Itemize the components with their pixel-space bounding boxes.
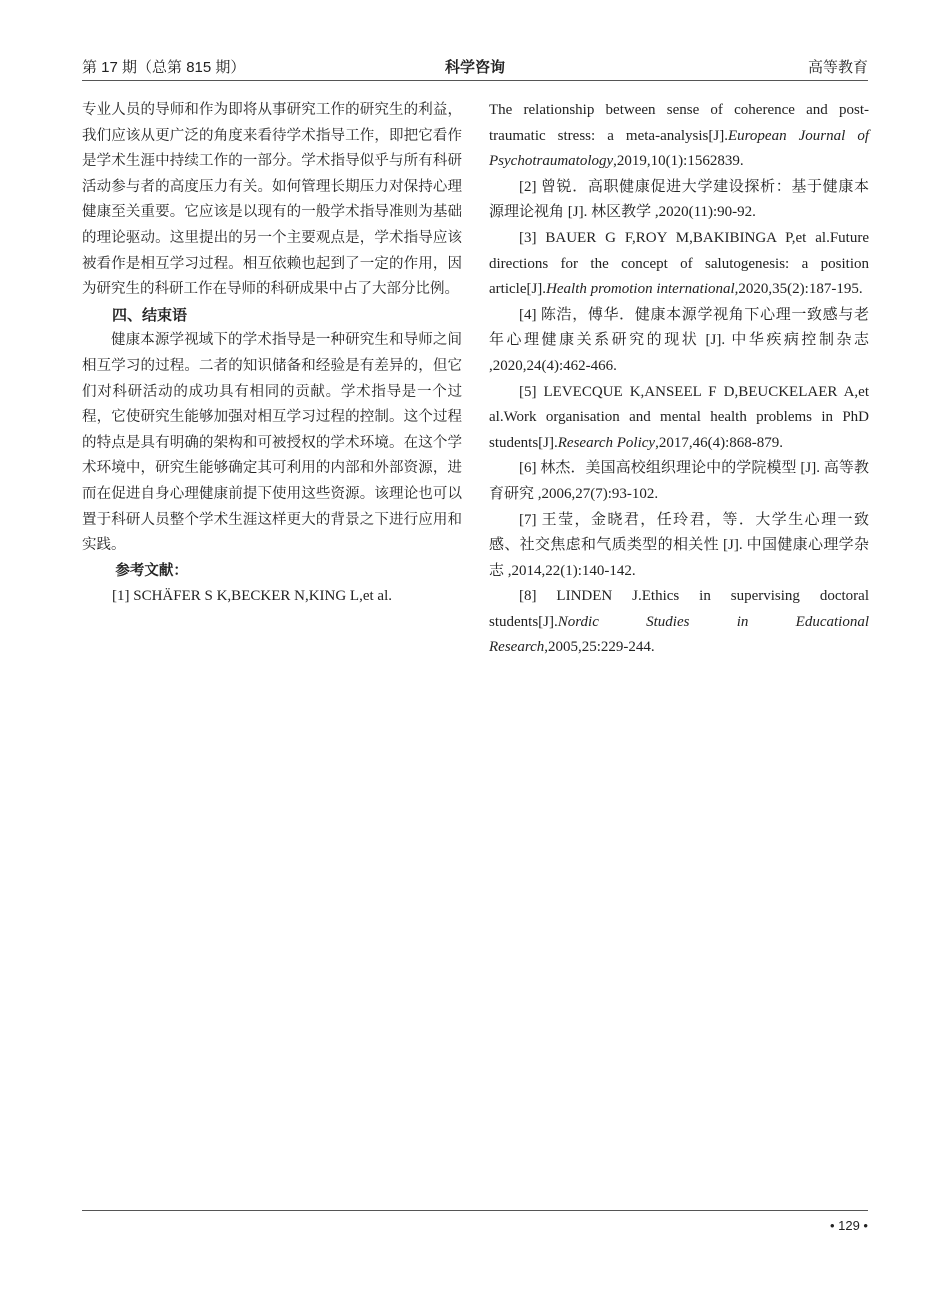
reference-7: [7] 王莹，金晓君，任玲君，等．大学生心理一致感、社交焦虑和气质类型的相关性 [J]. 中国健康心理学杂志 ,2014,22(1):140-142. bbox=[489, 511, 869, 579]
reference-1-start: [1] SCHÄFER S K,BECKER N,KING L,et al. bbox=[112, 588, 392, 605]
references-heading: 参考文献： bbox=[115, 562, 188, 579]
page-number: • 129 • bbox=[829, 1218, 868, 1233]
body-paragraph-1: 专业人员的导师和作为即将从事研究工作的研究生的利益，我们应该从更广泛的角度来看待学术指导工作，即把它看作是学术生涯中持续工作的一部分。学术指导似乎与所有科研活动参与者的高度压力有关。如何管理长期压力对保持心理健康至关重要。它应该是以现有的一般学术指导准则为基础的理论驱动。这里提出的另一个主要观点是，学术指导应该被看作是相互学习过程。相互依赖也起到了一定的作用，因为研究生的科研工作在导师的科研成果中占了大部分比例。 bbox=[82, 102, 462, 298]
page-header bbox=[82, 52, 868, 80]
ref1-journal: European Journal of Psychotraumatology bbox=[489, 127, 869, 170]
ref8-text: [8] LINDEN J.Ethics in supervising doctoral students[J]. bbox=[489, 588, 869, 630]
ref1-text: The relationship between sense of coherence and post-traumatic stress: a meta-analysis[J]. bbox=[489, 102, 869, 144]
reference-2: [2] 曾锐．高职健康促进大学建设探析：基于健康本源理论视角 [J]. 林区教学 ,2020(11):90-92. bbox=[489, 178, 869, 221]
ref3-tail: ,2020,35(2):187-195. bbox=[734, 281, 863, 298]
ref8-journal: Nordic Studies in Educational Research bbox=[489, 613, 869, 656]
body-paragraph-2: 健康本源学视域下的学术指导是一种研究生和导师之间相互学习的过程。二者的知识储备和经验是有差异的，但它们对科研活动的成功具有相同的贡献。学术指导是一个过程，它使研究生能够加强对相互学习过程的控制。这个过程的特点是具有明确的架构和可被授权的学术环境。在这个学术环境中，研究生能够确定其可利用的内部和外部资源，进而在促进自身心理健康前提下使用这些资源。该理论也可以置于科研人员整个学术生涯这样更大的背景之下进行应用和实践。 bbox=[82, 332, 462, 554]
reference-8 bbox=[489, 584, 869, 661]
reference-5 bbox=[489, 380, 869, 457]
ref3-text: [3] BAUER G F,ROY M,BAKIBINGA P,et al.Future directions for the concept of salutogenesis: a position article[J]. bbox=[489, 229, 869, 298]
ref5-text: [5] LEVECQUE K,ANSEEL F D,BEUCKELAER A,et al.Work organisation and mental health problems in PhD students[J]. bbox=[489, 383, 869, 451]
header-rule bbox=[82, 80, 868, 81]
ref8-tail: ,2005,25:229-244. bbox=[544, 639, 655, 656]
reference-6: [6] 林杰．美国高校组织理论中的学院模型 [J]. 高等教育研究 ,2006,27(7):93-102. bbox=[489, 460, 869, 502]
footer-rule bbox=[82, 1210, 868, 1211]
journal-title: 科学咨询 bbox=[444, 59, 505, 76]
issue-label: 第 17 期（总第 815 期） bbox=[82, 59, 246, 76]
section-label: 高等教育 bbox=[807, 59, 868, 76]
ref5-journal: Research Policy bbox=[557, 434, 656, 451]
reference-3 bbox=[489, 226, 869, 303]
reference-1-continued bbox=[489, 98, 869, 175]
reference-4: [4] 陈浩，傅华．健康本源学视角下心理一致感与老年心理健康关系研究的现状 [J]. 中华疾病控制杂志 ,2020,24(4):462-466. bbox=[489, 306, 869, 374]
section-heading: 四、结束语 bbox=[112, 305, 188, 324]
left-column bbox=[82, 98, 462, 610]
right-column bbox=[489, 98, 869, 661]
ref1-tail: ,2019,10(1):1562839. bbox=[613, 153, 744, 170]
ref5-tail: ,2017,46(4):868-879. bbox=[655, 434, 783, 451]
ref3-journal: Health promotion international bbox=[546, 281, 735, 298]
